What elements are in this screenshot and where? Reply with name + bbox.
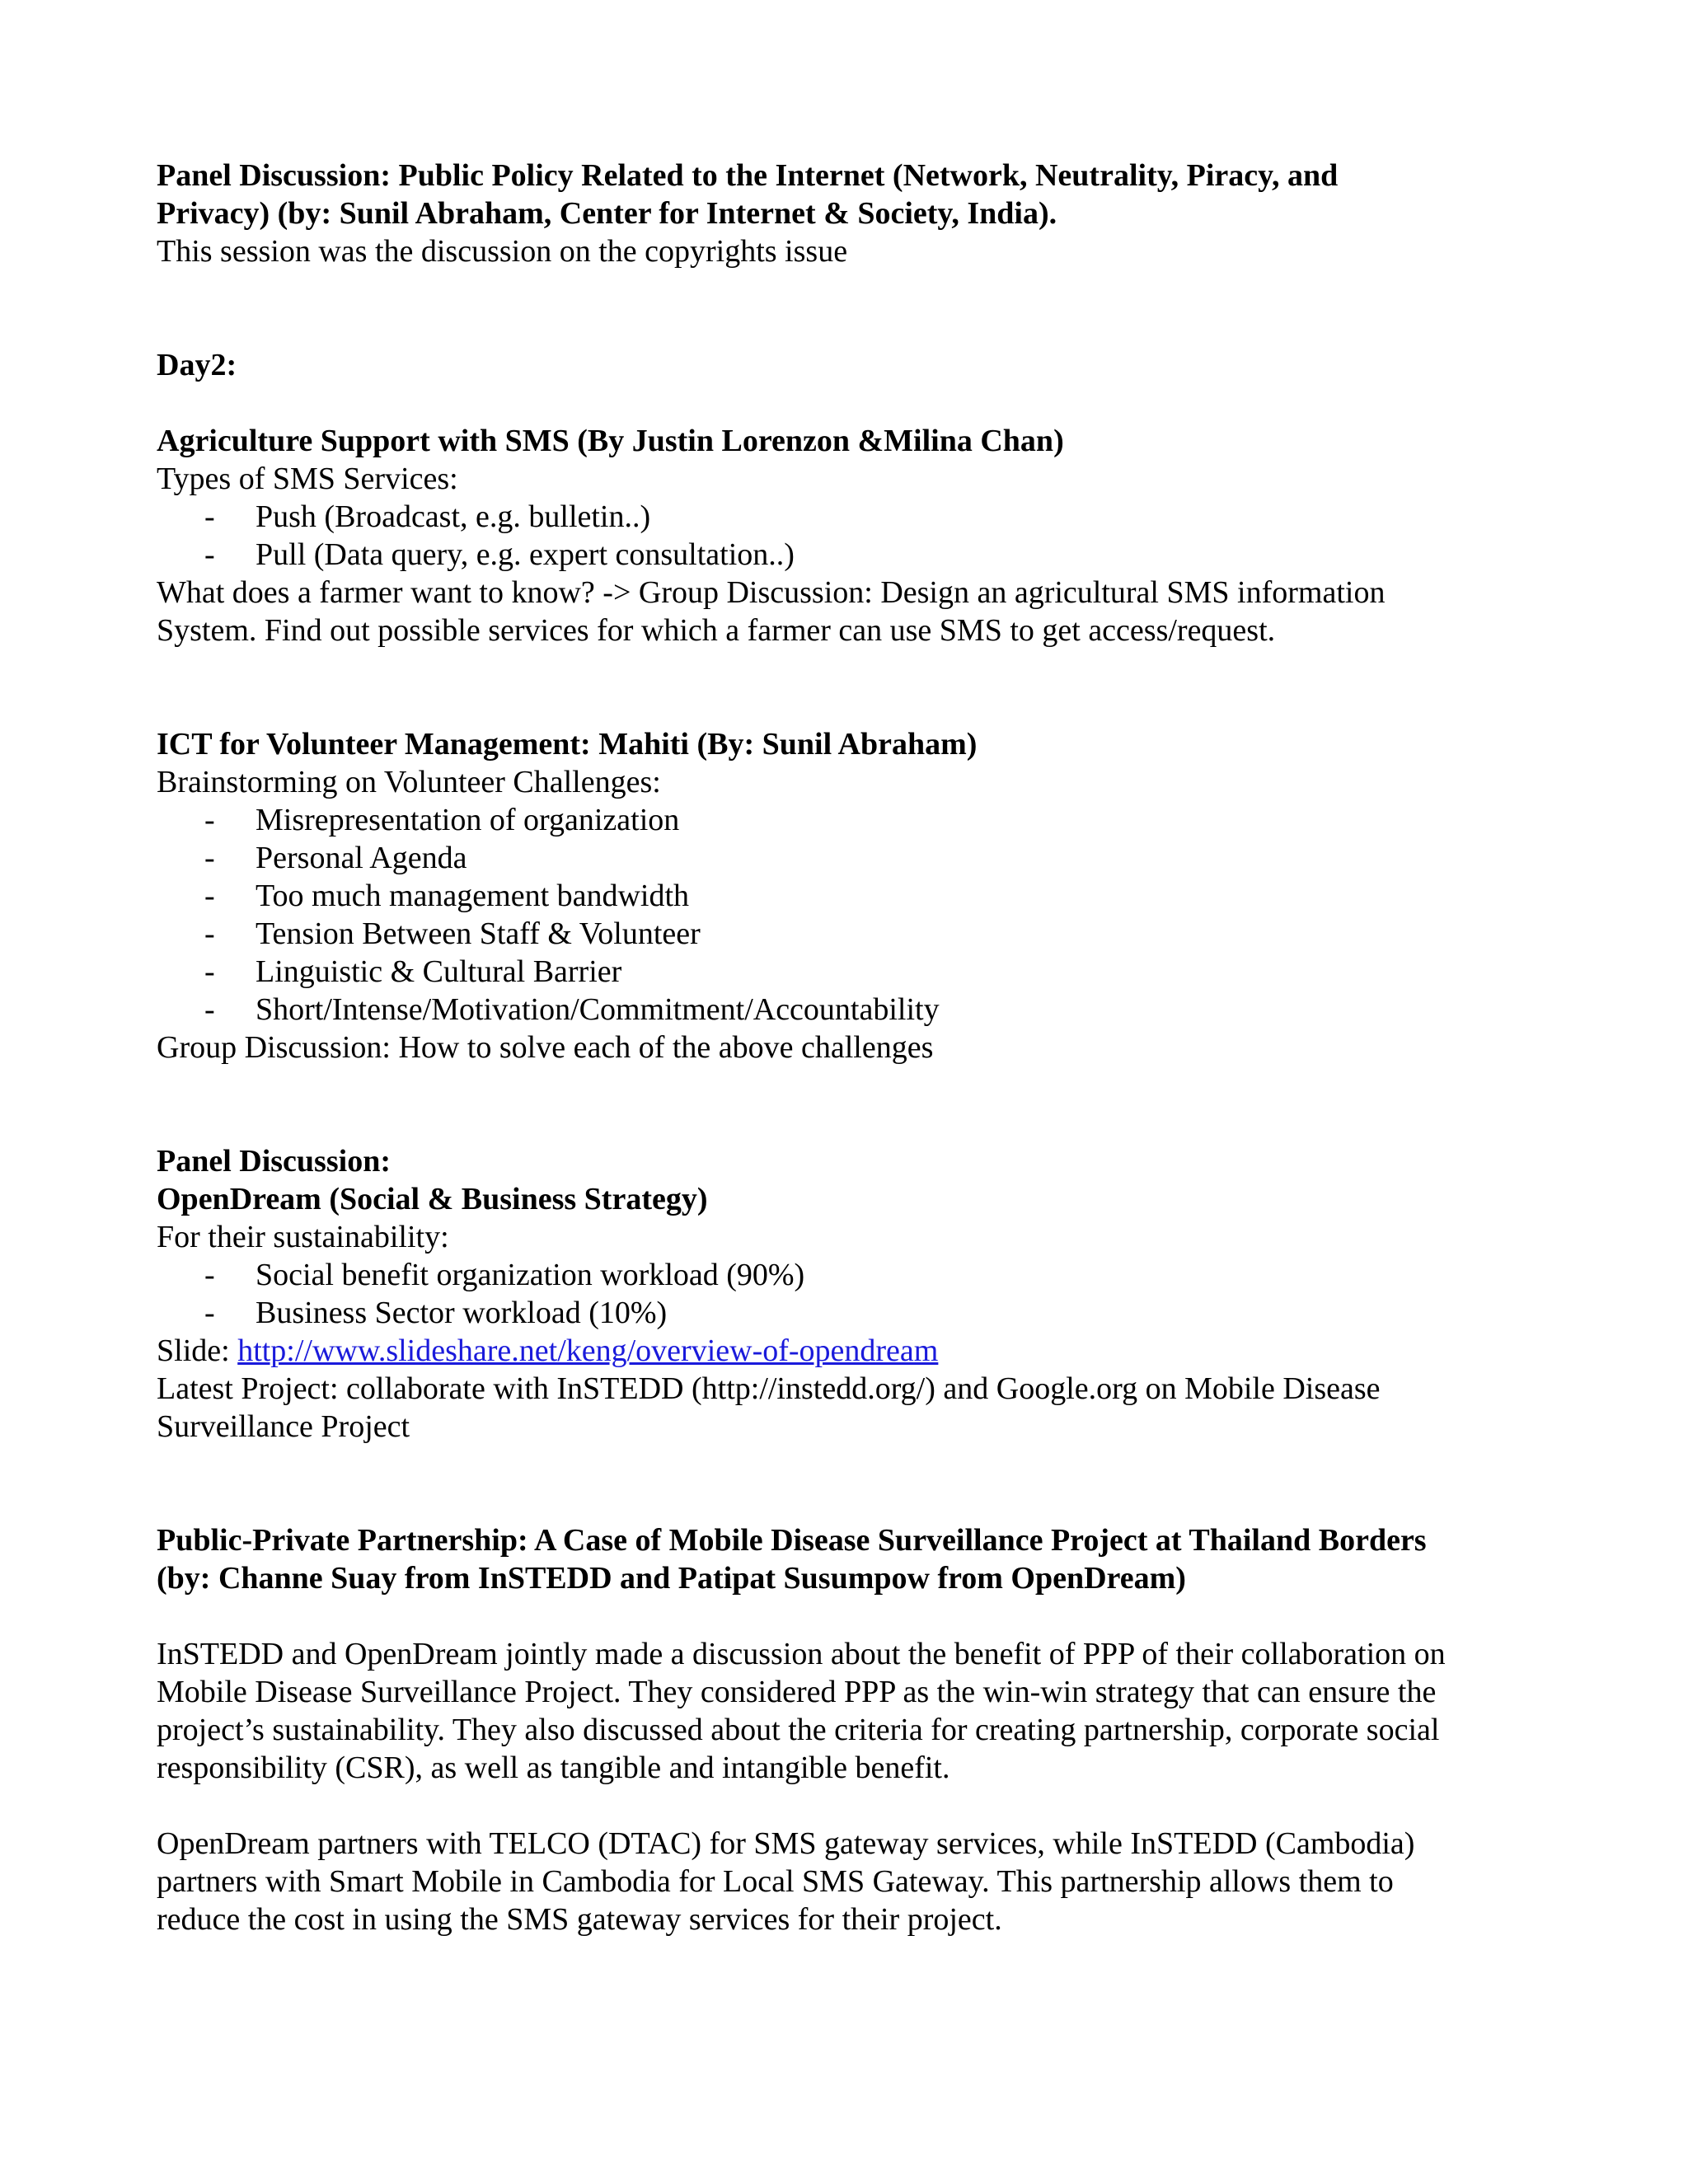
paragraph-line: partners with Smart Mobile in Cambodia for Local SMS Gateway. This partnership allows them to: [157, 1864, 1394, 1899]
section-title-ppp-line1: Public-Private Partnership: A Case of Mobile Disease Surveillance Project at Thailand Borders: [157, 1523, 1427, 1558]
list-item-text: Pull (Data query, e.g. expert consultation..): [256, 537, 795, 572]
list-item-text: Tension Between Staff & Volunteer: [256, 916, 701, 951]
opendream-list: [157, 1256, 1541, 1332]
list-marker: -: [204, 879, 215, 913]
list-marker: -: [204, 1258, 215, 1292]
agriculture-intro: Types of SMS Services:: [157, 462, 458, 496]
list-marker: -: [204, 537, 215, 572]
section-title-policy-line2: Privacy) (by: Sunil Abraham, Center for Internet & Society, India).: [157, 196, 1057, 231]
ppp-paragraph-2: [157, 1825, 1541, 1938]
agriculture-body-line1: What does a farmer want to know? -> Group Discussion: Design an agricultural SMS information: [157, 575, 1386, 610]
section-title-ppp-line2: (by: Channe Suay from InSTEDD and Patipat Susumpow from OpenDream): [157, 1561, 1186, 1596]
list-marker: -: [204, 992, 215, 1027]
day2-heading: Day2:: [157, 348, 237, 382]
list-item: [157, 1256, 1541, 1294]
latest-project-line2: Surveillance Project: [157, 1409, 410, 1444]
list-item-text: Too much management bandwidth: [256, 879, 690, 913]
paragraph-line: OpenDream partners with TELCO (DTAC) for SMS gateway services, while InSTEDD (Cambodia): [157, 1826, 1415, 1861]
list-marker: -: [204, 954, 215, 989]
list-item: [157, 1294, 1541, 1332]
list-item-text: Linguistic & Cultural Barrier: [256, 954, 622, 989]
list-item-text: Business Sector workload (10%): [256, 1296, 668, 1330]
list-item: [157, 801, 1541, 839]
volunteer-list: [157, 801, 1541, 1029]
volunteer-intro: Brainstorming on Volunteer Challenges:: [157, 765, 661, 799]
list-item: [157, 536, 1541, 574]
list-marker: -: [204, 841, 215, 875]
section-title-agriculture: Agriculture Support with SMS (By Justin Lorenzon &Milina Chan): [157, 424, 1064, 458]
section-title-policy-line1: Panel Discussion: Public Policy Related to the Internet (Network, Neutrality, Piracy, and: [157, 158, 1339, 193]
list-item-text: Push (Broadcast, e.g. bulletin..): [256, 499, 651, 534]
agriculture-body-line2: System. Find out possible services for which a farmer can use SMS to get access/request.: [157, 613, 1276, 648]
list-item: [157, 953, 1541, 991]
list-item: [157, 877, 1541, 915]
list-marker: -: [204, 803, 215, 837]
paragraph-line: responsibility (CSR), as well as tangible and intangible benefit.: [157, 1750, 950, 1785]
list-item-text: Personal Agenda: [256, 841, 467, 875]
slide-link[interactable]: http://www.slideshare.net/keng/overview-of-opendream: [237, 1333, 939, 1368]
list-item: [157, 498, 1541, 536]
document-content: [157, 157, 1541, 1938]
section-title-opendream-line1: Panel Discussion:: [157, 1144, 391, 1179]
list-item: [157, 839, 1541, 877]
policy-body: This session was the discussion on the copyrights issue: [157, 234, 848, 269]
list-item: [157, 915, 1541, 953]
paragraph-line: InSTEDD and OpenDream jointly made a discussion about the benefit of PPP of their collaboration on: [157, 1637, 1446, 1671]
list-marker: -: [204, 916, 215, 951]
list-marker: -: [204, 499, 215, 534]
agriculture-list: [157, 498, 1541, 574]
paragraph-line: project’s sustainability. They also discussed about the criteria for creating partnership, corporate social: [157, 1713, 1440, 1747]
list-item: [157, 991, 1541, 1029]
volunteer-closing: Group Discussion: How to solve each of the above challenges: [157, 1030, 934, 1065]
latest-project-line1: Latest Project: collaborate with InSTEDD (http://instedd.org/) and Google.org on Mobile Disease: [157, 1371, 1381, 1406]
list-item-text: Misrepresentation of organization: [256, 803, 680, 837]
list-item-text: Social benefit organization workload (90%): [256, 1258, 805, 1292]
opendream-intro: For their sustainability:: [157, 1220, 449, 1254]
slide-line: [157, 1332, 1541, 1370]
list-item-text: Short/Intense/Motivation/Commitment/Accountability: [256, 992, 940, 1027]
slide-label: Slide:: [157, 1333, 238, 1368]
list-marker: -: [204, 1296, 215, 1330]
ppp-paragraph-1: [157, 1635, 1541, 1787]
section-title-volunteer: ICT for Volunteer Management: Mahiti (By: Sunil Abraham): [157, 727, 978, 762]
paragraph-line: Mobile Disease Surveillance Project. They considered PPP as the win-win strategy that can ensure the: [157, 1675, 1437, 1709]
section-title-opendream-line2: OpenDream (Social & Business Strategy): [157, 1182, 708, 1216]
paragraph-line: reduce the cost in using the SMS gateway services for their project.: [157, 1902, 1002, 1937]
